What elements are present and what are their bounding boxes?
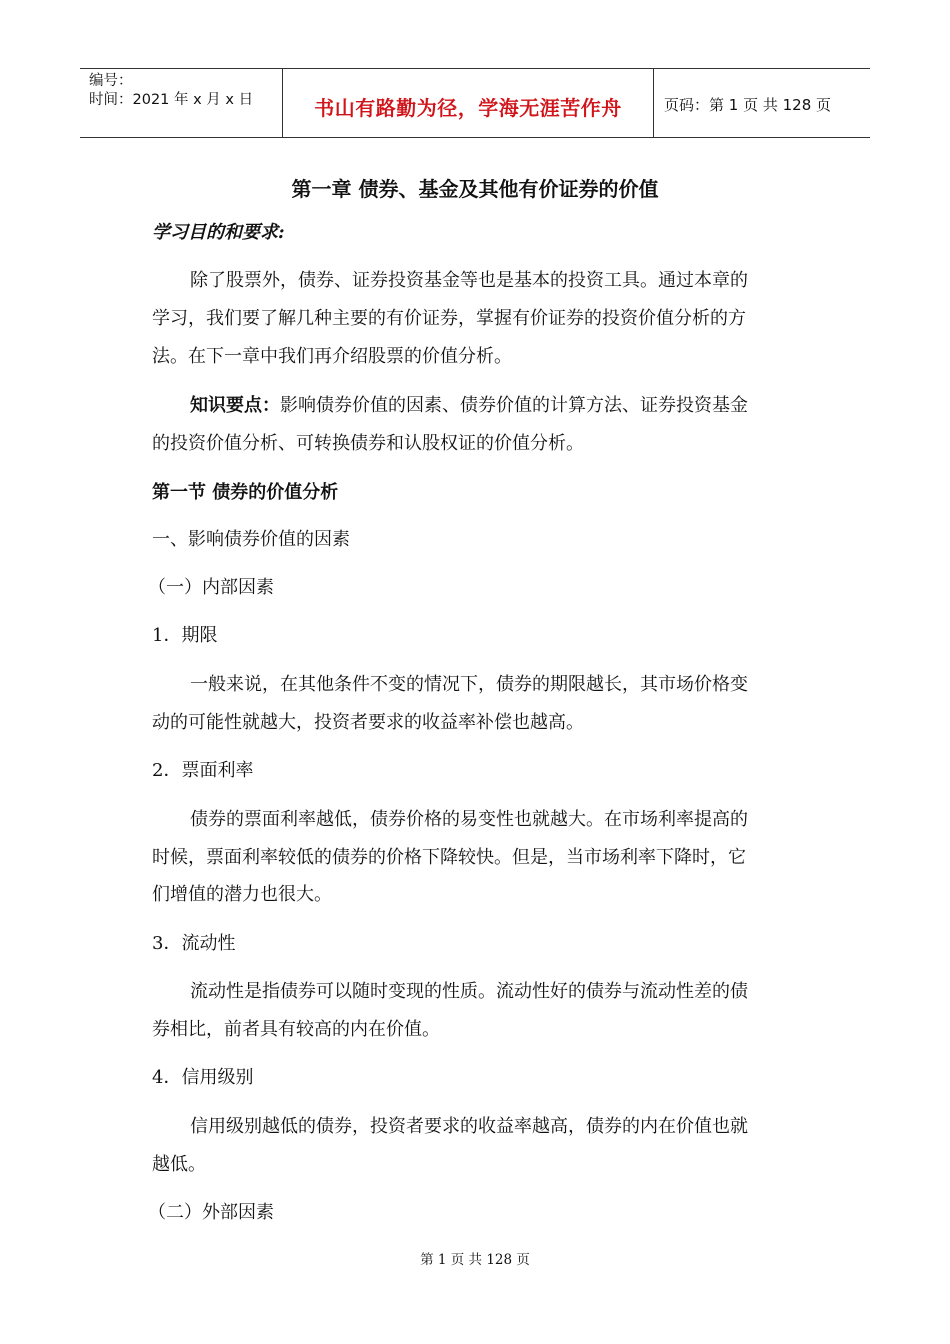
item-label-term: 1．期限: [152, 625, 218, 646]
intro-line-1: 除了股票外，债券、证券投资基金等也是基本的投资工具。通过本章的: [190, 270, 748, 291]
subsection-external: （二）外部因素: [148, 1202, 274, 1223]
item-label-credit: 4．信用级别: [152, 1067, 254, 1088]
intro-line-2: 学习，我们要了解几种主要的有价证券，掌握有价证券的投资价值分析的方: [152, 308, 746, 329]
item-text-line: 动的可能性就越大，投资者要求的收益率补偿也越高。: [152, 712, 584, 733]
motto: 书山有路勤为径，学海无涯苦作舟: [314, 96, 622, 120]
key-points-line-1: [190, 394, 748, 418]
item-text-line: 流动性是指债券可以随时变现的性质。流动性好的债券与流动性差的债: [190, 981, 748, 1002]
page-header: [80, 68, 870, 138]
section-heading: 第一节 债券的价值分析: [152, 482, 339, 503]
header-cell-page: [654, 69, 870, 137]
item-label-liquidity: 3．流动性: [152, 933, 236, 954]
item-text-line: 们增值的潜力也很大。: [152, 884, 332, 905]
subsection-heading: 一、影响债券价值的因素: [152, 529, 350, 550]
chapter-title: 第一章 债券、基金及其他有价证券的价值: [291, 177, 659, 201]
item-text-line: 信用级别越低的债券，投资者要求的收益率越高，债券的内在价值也就: [190, 1116, 748, 1137]
item-text-line: 券相比，前者具有较高的内在价值。: [152, 1019, 440, 1040]
intro-line-3: 法。在下一章中我们再介绍股票的价值分析。: [152, 346, 512, 367]
key-points-text: 影响债券价值的因素、债券价值的计算方法、证券投资基金: [280, 395, 748, 416]
page-footer: 第 1 页 共 128 页: [420, 1252, 530, 1268]
item-text-line: 越低。: [152, 1154, 206, 1175]
time-label: 时间：2021 年 x 月 x 日: [89, 92, 254, 108]
subsection-internal: （一）内部因素: [148, 577, 274, 598]
item-text-line: 一般来说，在其他条件不变的情况下，债券的期限越长，其市场价格变: [190, 674, 748, 695]
item-text-line: 债券的票面利率越低，债券价格的易变性也就越大。在市场利率提高的: [190, 809, 748, 830]
number-label: 编号：: [89, 73, 133, 89]
header-cell-meta: [80, 69, 283, 137]
key-points-line-2: 的投资价值分析、可转换债券和认股权证的价值分析。: [152, 433, 584, 454]
key-points-label: 知识要点：: [190, 395, 280, 416]
item-text-line: 时候，票面利率较低的债券的价格下降较快。但是，当市场利率下降时，它: [152, 847, 746, 868]
objectives-heading: 学习目的和要求:: [152, 222, 285, 243]
header-cell-motto: [283, 69, 654, 137]
page-info: 页码：第 1 页 共 128 页: [664, 96, 832, 114]
item-label-coupon: 2．票面利率: [152, 760, 254, 781]
